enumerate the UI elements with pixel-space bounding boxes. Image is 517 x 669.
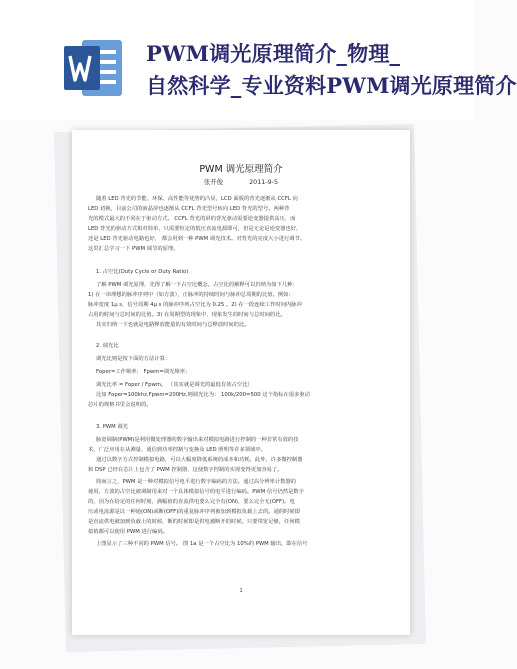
document-page — [72, 130, 410, 635]
page-number: 1 — [239, 588, 243, 594]
date: 2011-9-5 — [249, 178, 279, 186]
header-banner — [0, 0, 517, 120]
body-line: 使用，方波的占空比被调制用来对一个具体模拟信号的电平进行编码。PWM 信号仍然是数字 — [88, 489, 304, 495]
body-line: 这里汇总学习一下 PWM 调节的原理。 — [88, 246, 179, 252]
section-heading: 2. 调光比 — [96, 343, 119, 349]
page-title-line-1: PWM调光原理简介_物理_ — [146, 41, 401, 66]
body-line: 拟值都可以使用 PWM 进行编码。 — [88, 529, 168, 535]
body-line: 调光比率 = Foper / Fpwm。 （其实就是调光的最低有效占空比） — [96, 382, 253, 388]
body-line: 调光比则是按下面的方法计算： — [96, 356, 171, 362]
body-line: 术，广泛应用在从测量、通信到功率控制与变换及 LED 照明等许多领域中。 — [88, 447, 266, 453]
body-line: 光的模式最大的不同在于驱动方式。 CCFL 背光的屏的背光驱动需要逆变器提供高压，而 — [88, 216, 296, 222]
page-title-line-2: 自然科学_专业资料PWM调光原理简介 — [146, 73, 517, 98]
body-line: LED 背光的驱动方式相对简单，只需要恒定的低压直流电源即可，但是无论是逆变器也好， — [88, 226, 302, 232]
body-line: 其实归纳一下也就是电路释放能量的有效时间与总释放时间的比。 — [96, 322, 250, 328]
body-line: 简而言之，PWM 是一种对模拟信号电平进行数字编码的方法。通过高分辨率计数器的 — [96, 479, 297, 485]
body-line: LED 切换，目前公司的液晶屏也逐渐从 CCFL 背光型号转向 LED 背光的型号。两种背 — [88, 206, 290, 212]
body-line: 了解 PWM 调光原理，先得了解一下占空比概念。占空比的解释可以归纳为如下几种： — [96, 282, 298, 288]
section-heading: 1. 占空比(Duty Cycle or Duty Ratio) — [96, 269, 189, 275]
body-line: 的，因为在给定的任何时刻，满幅值的直流供电要么完全有(ON)，要么完全无(OFF)。电 — [88, 499, 295, 505]
body-line: 是直流供电被加到负载上的时候，断的时候即是供电被断开的时候。只要带宽足够，任何模 — [88, 519, 300, 525]
body-line: 压或电流源是以一种通(ON)或断(OFF)的重复脉冲序列被加到模拟负载上去的。通的时候即 — [88, 509, 301, 515]
section-heading: 3. PWM 调光 — [96, 424, 129, 430]
body-line: 脉宽调制(PWM)是利用微处理器的数字输出来对模拟电路进行控制的一种非常有效的技 — [96, 437, 299, 443]
author: 张开俊 — [203, 178, 224, 186]
body-line: 上图显示了三种不同的 PWM 信号。 图 1a 是一个占空比为 10%的 PWM 输出，即在信号 — [96, 541, 308, 547]
body-line: 和 DSP 已经在芯片上包含了 PWM 控制器，这使数字控制的实现变得更加容易了。 — [88, 467, 283, 473]
body-line: 还是 LED 背光驱动电路也好， 都会用到一种 PWM 调光技术。对背光的亮度大小进行调节。 — [88, 236, 306, 242]
body-line: 比如 Foper=100khz,Fpwm=200Hz,则调光比为： 100k/200=500 这个指标在很多驱动 — [96, 392, 310, 398]
body-line: Foper=工作频率； Fpwm=调光频率； — [96, 369, 191, 375]
body-line: 通过以数字方式控制模拟电路，可以大幅度降低系统的成本和功耗。此外，许多微控制器 — [96, 457, 303, 463]
body-line: 脉冲宽度 1μ s，信号周期 4μ s 的脉冲序列占空比为 0.25 。2) 在一段连续工作时间内脉冲 — [88, 302, 302, 308]
body-line: 随着 LED 背光的节能、环保、高性能等优势的凸显，LCD 面板的背光逐渐从 CCFL 向 — [96, 196, 298, 202]
word-document-icon — [62, 36, 126, 100]
document-title: PWM 调光原理简介 — [199, 164, 283, 175]
body-line: 芯片的规格书里会说明的。 — [88, 402, 152, 408]
document-meta — [72, 177, 410, 186]
body-line: 占用的时间与总时间的比值。3) 在周期型的现象中，现象发生的时间与总时间的比。 — [88, 312, 286, 318]
body-line: 1) 在一串理想的脉冲序列中（如方波），正脉冲的持续时间与脉冲总周期的比值。例如： — [88, 292, 294, 298]
